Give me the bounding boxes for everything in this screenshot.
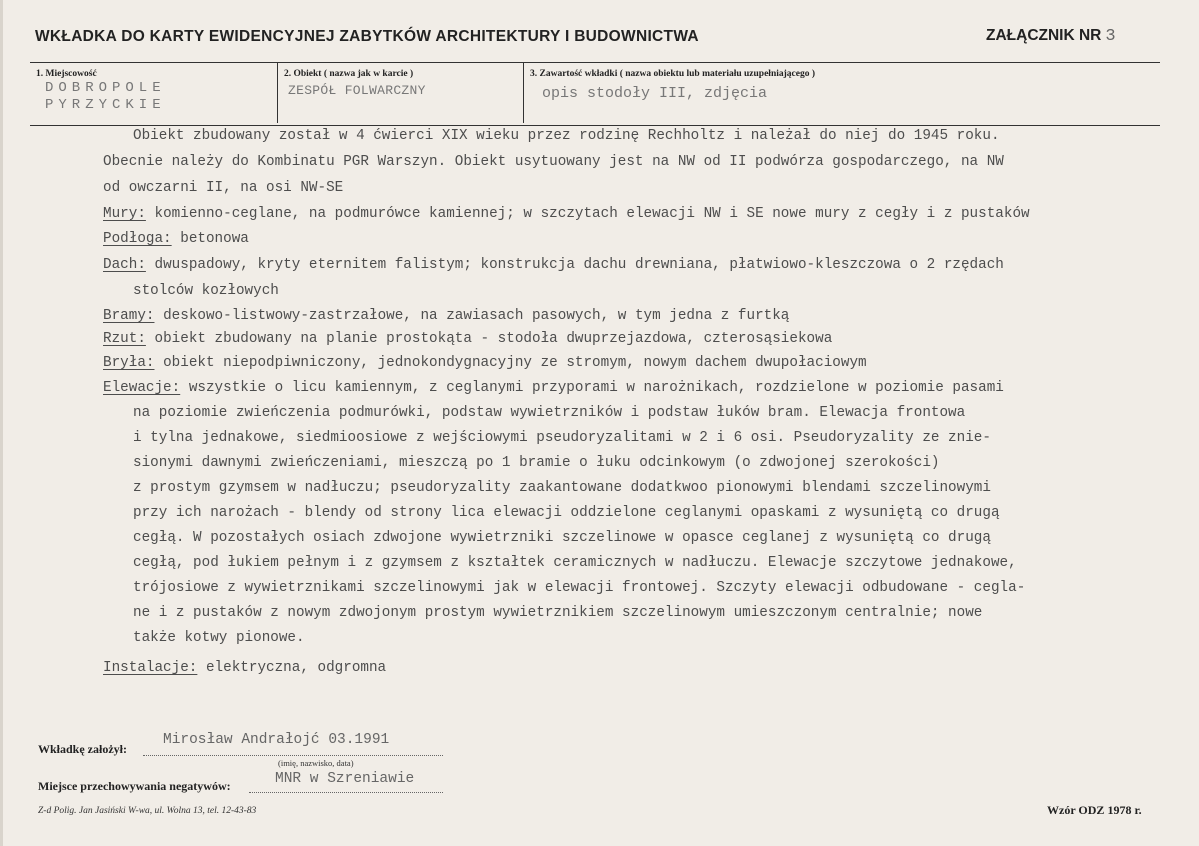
mury-text: komienno-ceglane, na podmurówce kamiennej; w szczytach elewacji NW i SE nowe mury z cegły i z pustaków: [154, 206, 1030, 222]
object-label: 2. Obiekt ( nazwa jak w karcie ): [284, 69, 414, 79]
elewacje-line: cegłą. W pozostałych osiach zdwojone wywietrzniki szczelinowe w opasce ceglanej z wysuniętą co drugą: [133, 530, 991, 546]
contents-field: [523, 63, 1161, 123]
elewacje-line: przy ich narożach - blendy od strony lica elewacji oddzielone ceglanymi opaskami z wysuniętą co drugą: [133, 505, 1000, 521]
elewacje-line: i tylna jednakowe, siedmioosiowe z wejściowymi pseudoryzalitami w 2 i 6 osi. Pseudoryzality ze znie-: [133, 430, 991, 446]
locality-label: 1. Miejscowość: [36, 69, 97, 79]
dach-text-continued: stolców kozłowych: [133, 283, 279, 299]
form-version: Wzór ODZ 1978 r.: [1047, 803, 1142, 817]
bramy-row: [103, 308, 789, 324]
rzut-text: obiekt zbudowany na planie prostokąta - stodoła dwuprzejazdowa, czterosąsiekowa: [154, 331, 833, 347]
intro-line-1: Obiekt zbudowany został w 4 ćwierci XIX wieku przez rodzinę Rechholtz i należał do niej do 1945 roku.: [133, 128, 1000, 144]
founded-dotted-line: [143, 755, 443, 756]
elewacje-line: sionymi dawnymi zwieńczeniami, mieszczą po 1 bramie o łuku odcinkowym (o zdwojonej szerokości): [133, 455, 940, 471]
mury-row: [103, 206, 1030, 222]
bryla-text: obiekt niepodpiwniczony, jednokondygnacyjny ze stromym, nowym dachem dwupołaciowym: [163, 355, 867, 371]
form-title: WKŁADKA DO KARTY EWIDENCYJNEJ ZABYTKÓW ARCHITEKTURY I BUDOWNICTWA: [35, 28, 699, 45]
dach-label: Dach:: [103, 257, 146, 273]
elewacje-line: z prostym gzymsem w nadłuczu; pseudoryzality zaakantowane dodatkwoo pionowymi blendami szczelinowymi: [133, 480, 991, 496]
storage-label: Miejsce przechowywania negatywów:: [38, 779, 231, 793]
contents-label: 3. Zawartość wkładki ( nazwa obiektu lub materiału uzupełniającego ): [530, 69, 816, 79]
object-field: [277, 63, 523, 123]
storage-dotted-line: [249, 792, 443, 793]
annex-number: [986, 27, 1116, 46]
podloga-label: Podłoga:: [103, 231, 172, 247]
elewacje-label: Elewacje:: [103, 380, 181, 396]
contents-value: opis stodoły III, zdjęcia: [542, 85, 768, 102]
mury-label: Mury:: [103, 206, 146, 222]
rzut-label: Rzut:: [103, 331, 146, 347]
locality-value-line2: PYRZYCKIE: [45, 97, 166, 113]
bramy-label: Bramy:: [103, 308, 155, 324]
locality-field: [30, 63, 275, 123]
podloga-row: [103, 231, 249, 247]
dach-row: [103, 257, 1004, 273]
bryla-row: [103, 355, 867, 371]
instalacje-row: [103, 660, 386, 676]
founded-value: Mirosław Andrałojć 03.1991: [163, 732, 390, 748]
header-fields-box: [30, 62, 1160, 126]
rzut-row: [103, 331, 832, 347]
dach-text: dwuspadowy, kryty eternitem falistym; konstrukcja dachu drewniana, płatwiowo-kleszczowa o 2 rzędach: [154, 257, 1004, 273]
locality-value-line1: DOBROPOLE: [45, 80, 166, 96]
elewacje-line: trójosiowe z wywietrznikami szczelinowymi jak w elewacji frontowej. Szczyty elewacji odbudowane - cegla-: [133, 580, 1026, 596]
annex-number-value: 3: [1105, 27, 1116, 46]
elewacje-line: także kotwy pionowe.: [133, 630, 305, 646]
storage-value: MNR w Szreniawie: [275, 771, 415, 787]
podloga-text: betonowa: [180, 231, 249, 247]
bryla-label: Bryła:: [103, 355, 155, 371]
bramy-text: deskowo-listwowy-zastrzałowe, na zawiasach pasowych, w tym jedna z furtką: [163, 308, 790, 324]
founded-label: Wkładkę założył:: [38, 742, 127, 756]
elewacje-line: cegłą, pod łukiem pełnym i z gzymsem z kształtek ceramicznych w nadłuczu. Elewacje szczytowe jednakowe,: [133, 555, 1017, 571]
elewacje-line: ne i z pustaków z nowym zdwojonym prostym wywietrznikiem szczelinowym umieszczonym centralnie; nowe: [133, 605, 983, 621]
elewacje-text: wszystkie o licu kamiennym, z ceglanymi przyporami w narożnikach, rozdzielone w poziomie pasami: [188, 380, 1004, 396]
object-value: ZESPÓŁ FOLWARCZNY: [288, 83, 426, 98]
printer-imprint: Z-d Polig. Jan Jasiński W-wa, ul. Wolna 13, tel. 12-43-83: [38, 806, 257, 816]
founded-hint: (imię, nazwisko, data): [278, 758, 354, 768]
intro-line-3: od owczarni II, na osi NW-SE: [103, 180, 344, 196]
intro-line-2: Obecnie należy do Kombinatu PGR Warszyn. Obiekt usytuowany jest na NW od II podwórza gospodarczego, na NW: [103, 154, 1004, 170]
instalacje-label: Instalacje:: [103, 660, 198, 676]
elewacje-row: [103, 380, 1004, 396]
instalacje-text: elektryczna, odgromna: [205, 660, 387, 676]
annex-label: ZAŁĄCZNIK NR: [986, 27, 1102, 44]
elewacje-line: na poziomie zwieńczenia podmurówki, podstaw wywietrzników i podstaw łuków bram. Elewacja frontowa: [133, 405, 966, 421]
